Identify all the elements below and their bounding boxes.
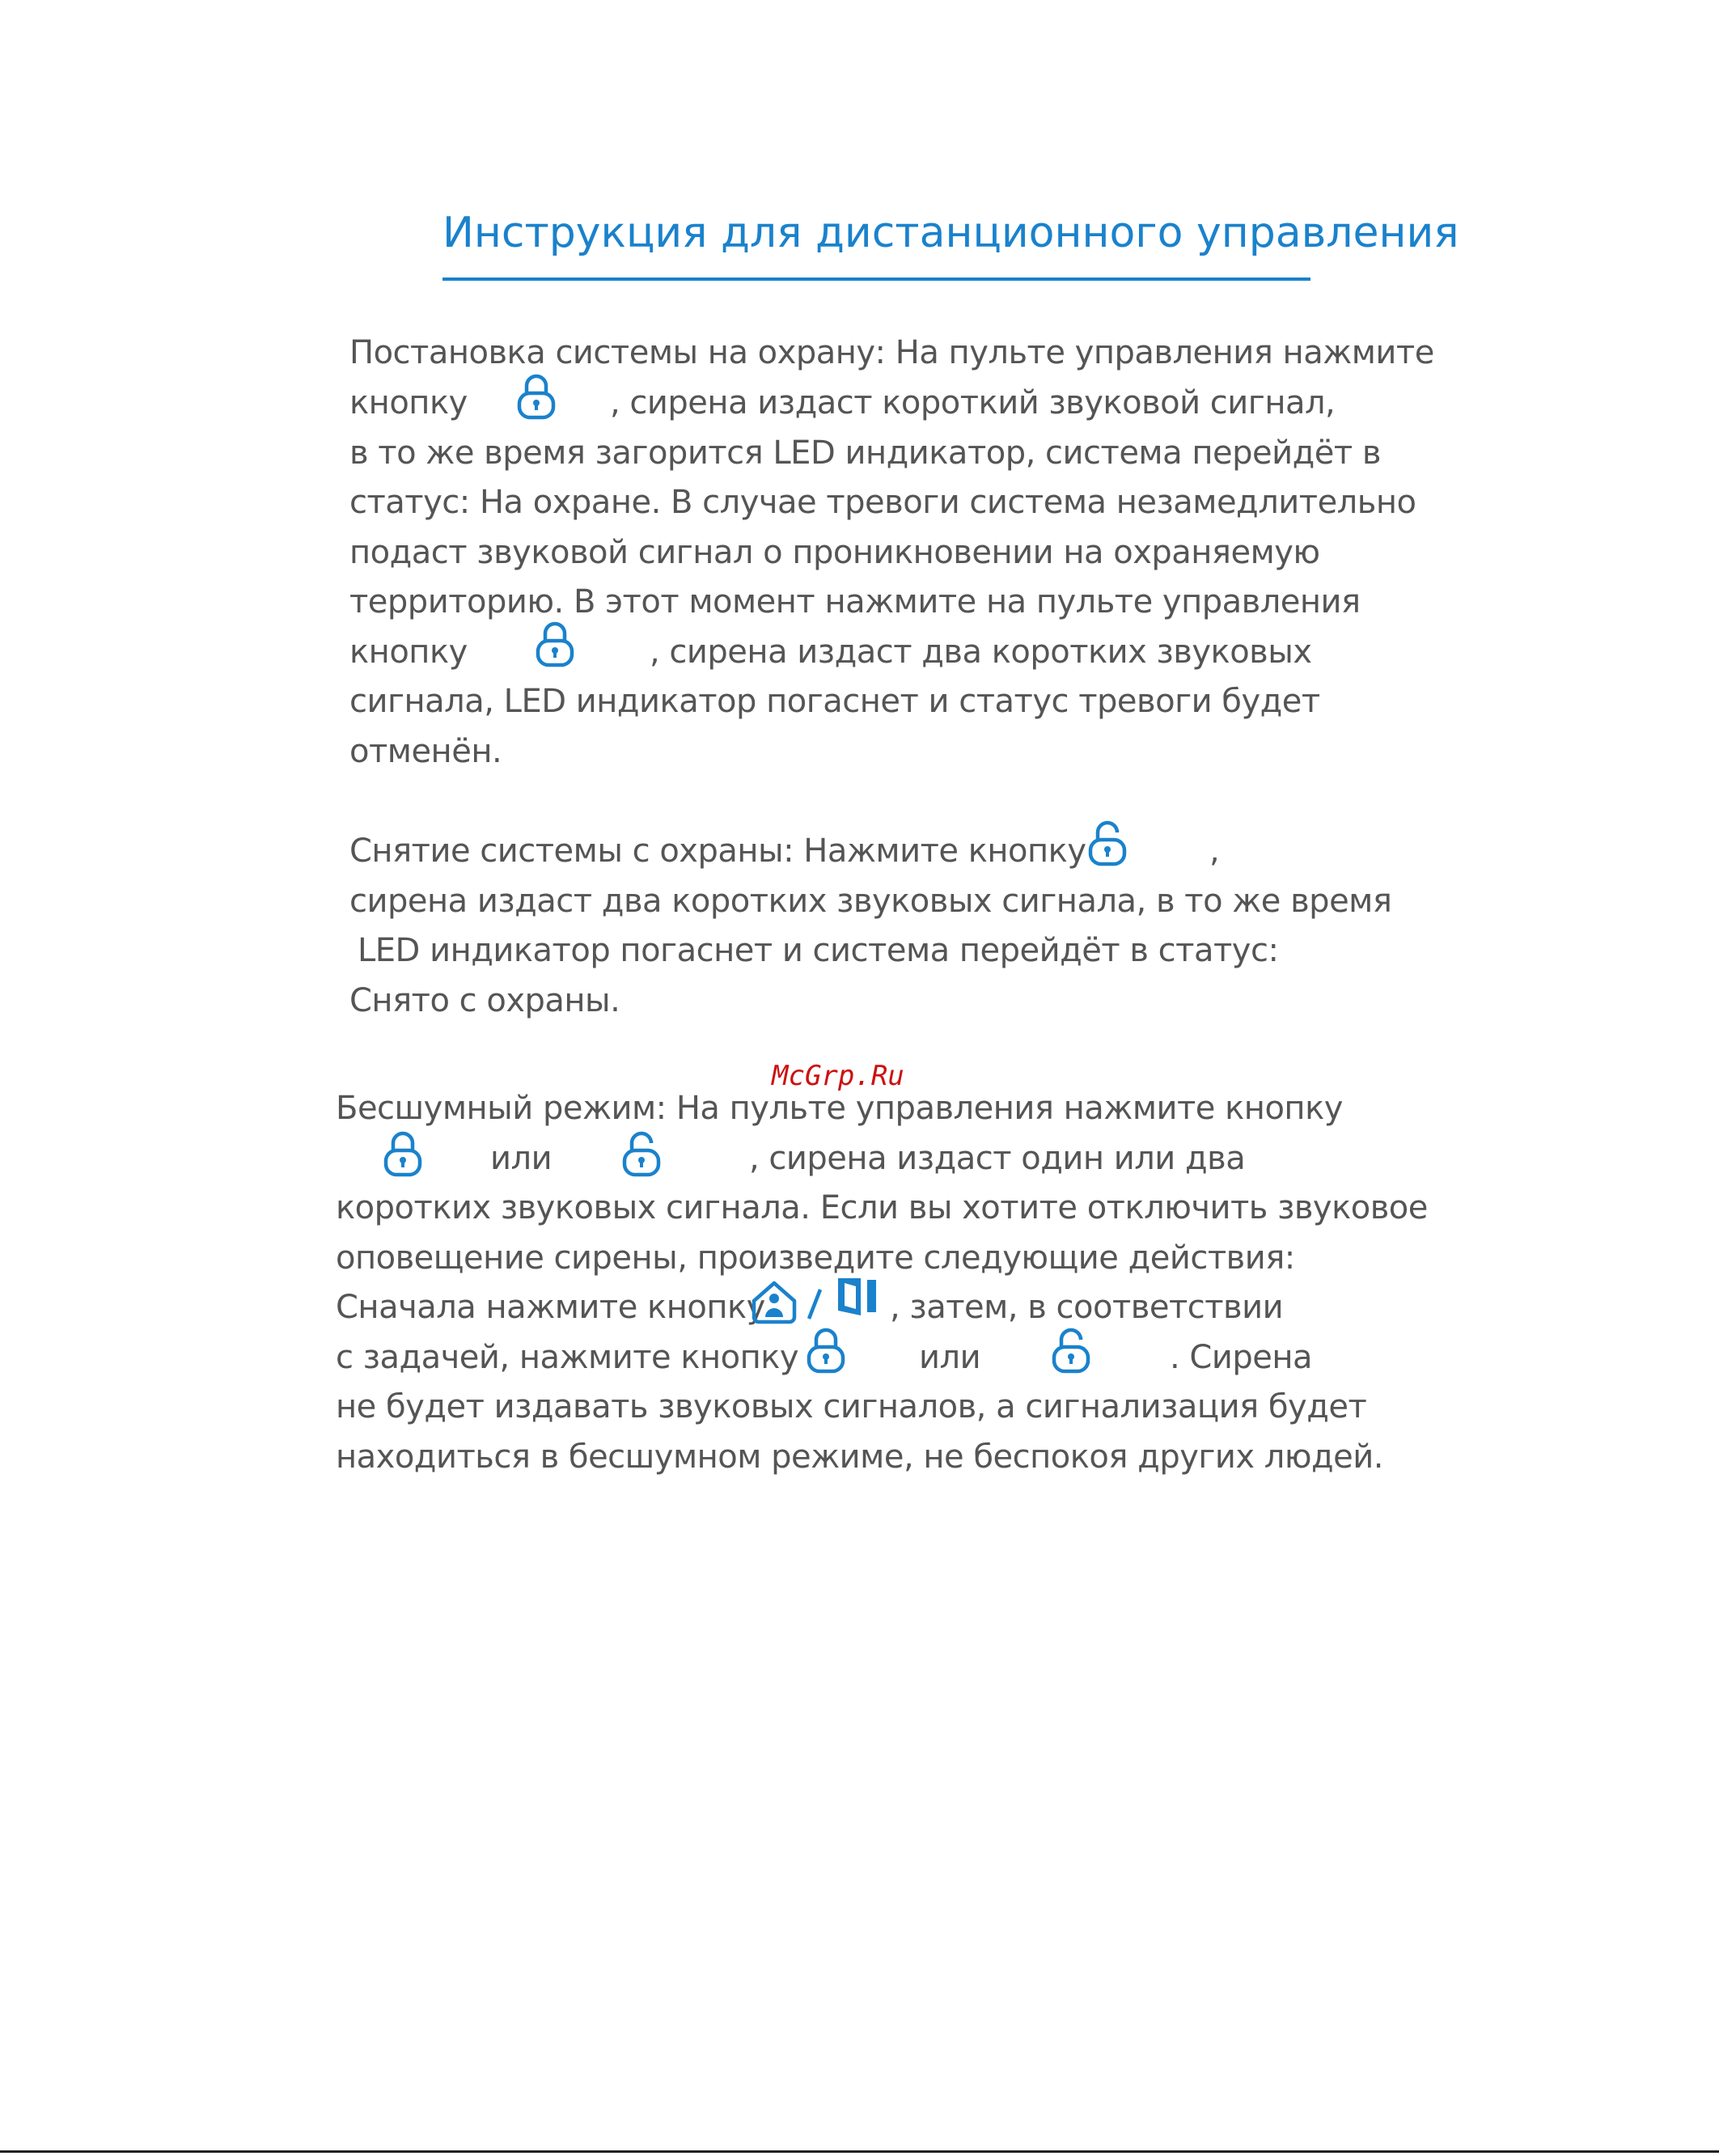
lock-closed-icon bbox=[535, 621, 575, 668]
silent-line-2b: , сирена издаст один или два bbox=[749, 1140, 1246, 1177]
page-title: Инструкция для дистанционного управления bbox=[442, 209, 1459, 257]
silent-line-5b: , затем, в соответствии bbox=[890, 1289, 1284, 1326]
silent-line-2a: или bbox=[490, 1140, 553, 1177]
arm-line-2b: , сирена издаст короткий звуковой сигнал, bbox=[610, 384, 1336, 421]
arm-line-4: статус: На охране. В случае тревоги система незамедлительно bbox=[349, 484, 1416, 521]
watermark: McGrp.Ru bbox=[772, 1060, 904, 1092]
silent-line-5a: Сначала нажмите кнопку bbox=[336, 1289, 765, 1326]
disarm-line-3: LED индикатор погаснет и система перейдёт в статус: bbox=[358, 932, 1279, 969]
lock-closed-icon bbox=[806, 1328, 846, 1375]
lock-closed-icon bbox=[383, 1131, 423, 1178]
silent-line-6c: . Сирена bbox=[1170, 1339, 1313, 1376]
arm-line-9: отменён. bbox=[349, 733, 502, 770]
disarm-line-2: сирена издаст два коротких звуковых сигнала, в то же время bbox=[349, 883, 1392, 920]
home-person-icon bbox=[747, 1277, 801, 1325]
arm-line-3: в то же время загорится LED индикатор, система перейдёт в bbox=[349, 434, 1381, 472]
silent-line-6a: с задачей, нажмите кнопку bbox=[336, 1339, 799, 1376]
disarm-line-1b: , bbox=[1209, 832, 1220, 870]
lock-open-icon bbox=[1087, 820, 1128, 867]
silent-line-6b: или bbox=[919, 1339, 981, 1376]
arm-line-1: Постановка системы на охрану: На пульте управления нажмите bbox=[349, 334, 1434, 371]
lock-open-icon bbox=[621, 1131, 662, 1178]
slash-separator-icon bbox=[806, 1286, 824, 1322]
silent-line-1: Бесшумный режим: На пульте управления нажмите кнопку bbox=[336, 1090, 1343, 1127]
arm-line-7b: , сирена издаст два коротких звуковых bbox=[650, 633, 1312, 671]
silent-line-7: не будет издавать звуковых сигналов, а сигнализация будет bbox=[336, 1388, 1367, 1425]
arm-line-6: территорию. В этот момент нажмите на пульте управления bbox=[349, 583, 1361, 621]
page-bottom-edge bbox=[0, 2150, 1719, 2153]
title-underline bbox=[442, 277, 1310, 281]
arm-line-8: сигнала, LED индикатор погаснет и статус тревоги будет bbox=[349, 683, 1320, 720]
silent-line-3: коротких звуковых сигнала. Если вы хотите отключить звуковое bbox=[336, 1189, 1428, 1226]
arm-line-7a: кнопку bbox=[349, 633, 468, 671]
lock-open-icon bbox=[1051, 1328, 1091, 1375]
door-sensor-icon bbox=[835, 1273, 882, 1319]
silent-line-4: оповещение сирены, произведите следующие действия: bbox=[336, 1239, 1295, 1277]
silent-line-8: находиться в бесшумном режиме, не беспокоя других людей. bbox=[336, 1438, 1383, 1476]
disarm-line-1a: Снятие системы с охраны: Нажмите кнопку bbox=[349, 832, 1086, 870]
arm-line-2a: кнопку bbox=[349, 384, 468, 421]
lock-closed-icon bbox=[516, 374, 557, 421]
arm-line-5: подаст звуковой сигнал о проникновении на охраняемую bbox=[349, 534, 1320, 571]
disarm-line-4: Снято с охраны. bbox=[349, 982, 620, 1019]
